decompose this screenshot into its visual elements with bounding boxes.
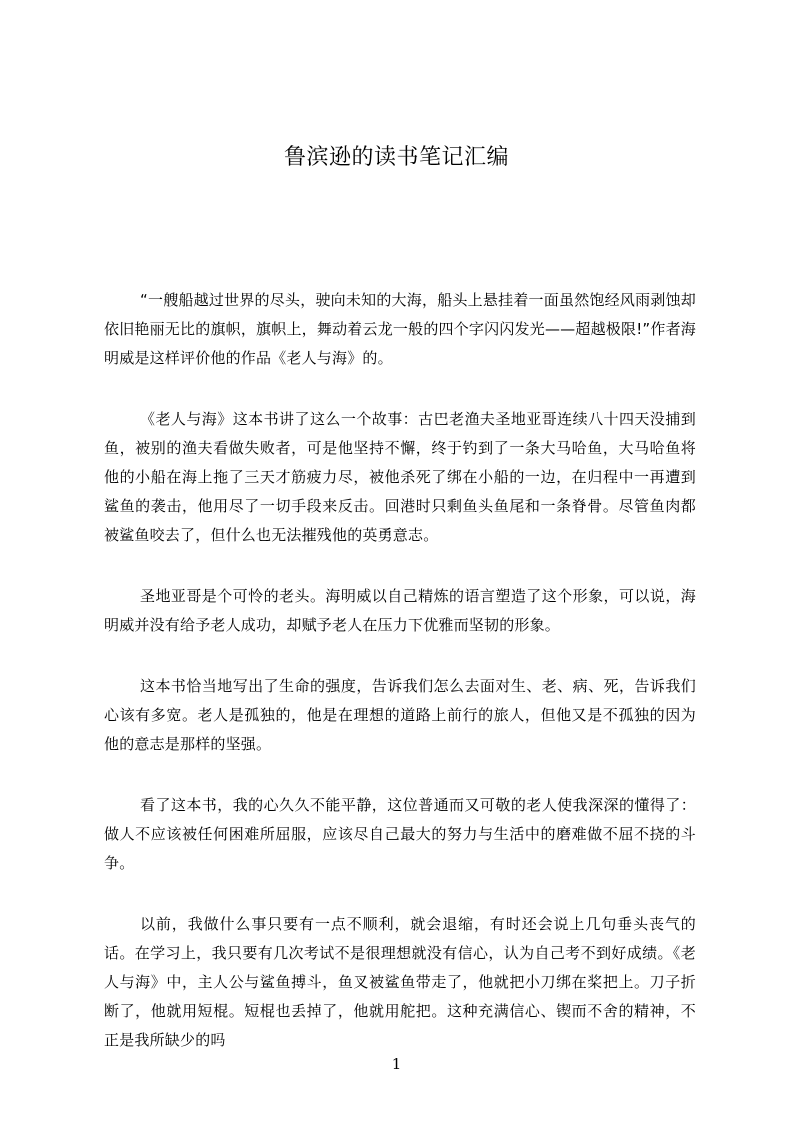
paragraph-1: “一艘船越过世界的尽头，驶向未知的大海，船头上悬挂着一面虽然饱经风雨剥蚀却依旧艳丽无比的旗帜，旗帜上，舞动着云龙一般的四个字闪闪发光——超越极限!”作者海明威是这样评价他的作品《老人与海》的。 [104,291,696,367]
paragraph-6: 以前，我做什么事只要有一点不顺利，就会退缩，有时还会说上几句垂头丧气的话。在学习上，我只要有几次考试不是很理想就没有信心，认为自己考不到好成绩。《老人与海》中，主人公与鲨鱼搏斗，鱼叉被鲨鱼带走了，他就把小刀绑在桨把上。刀子折断了，他就用短棍。短棍也丢掉了，他就用舵把。这种充满信心、锲而不舍的精神，不正是我所缺少的吗 [104,915,696,1049]
paragraph-5: 看了这本书，我的心久久不能平静，这位普通而又可敬的老人使我深深的懂得了：做人不应该被任何困难所屈服，应该尽自己最大的努力与生活中的磨难做不屈不挠的斗争。 [104,796,696,872]
page-title: 鲁滨逊的读书笔记汇编 [283,145,509,170]
body-text [104,286,696,1087]
paragraph-2: 《老人与海》这本书讲了这么一个故事：古巴老渔夫圣地亚哥连续八十四天没捕到鱼，被别的渔夫看做失败者，可是他坚持不懈，终于钓到了一条大马哈鱼，大马哈鱼将他的小船在海上拖了三天才筋疲力尽，被他杀死了绑在小船的一边，在归程中一再遭到鲨鱼的袭击，他用尽了一切手段来反击。回港时只剩鱼头鱼尾和一条脊骨。尽管鱼肉都被鲨鱼咬去了，但什么也无法摧残他的英勇意志。 [104,410,696,544]
paragraph-4: 这本书恰当地写出了生命的强度，告诉我们怎么去面对生、老、病、死，告诉我们心该有多宽。老人是孤独的，他是在理想的道路上前行的旅人，但他又是不孤独的因为他的意志是那样的坚强。 [104,677,696,753]
paragraph-3: 圣地亚哥是个可怜的老头。海明威以自己精炼的语言塑造了这个形象，可以说，海明威并没有给予老人成功，却赋予老人在压力下优雅而坚韧的形象。 [104,587,696,634]
page-number: 1 [391,1055,402,1073]
